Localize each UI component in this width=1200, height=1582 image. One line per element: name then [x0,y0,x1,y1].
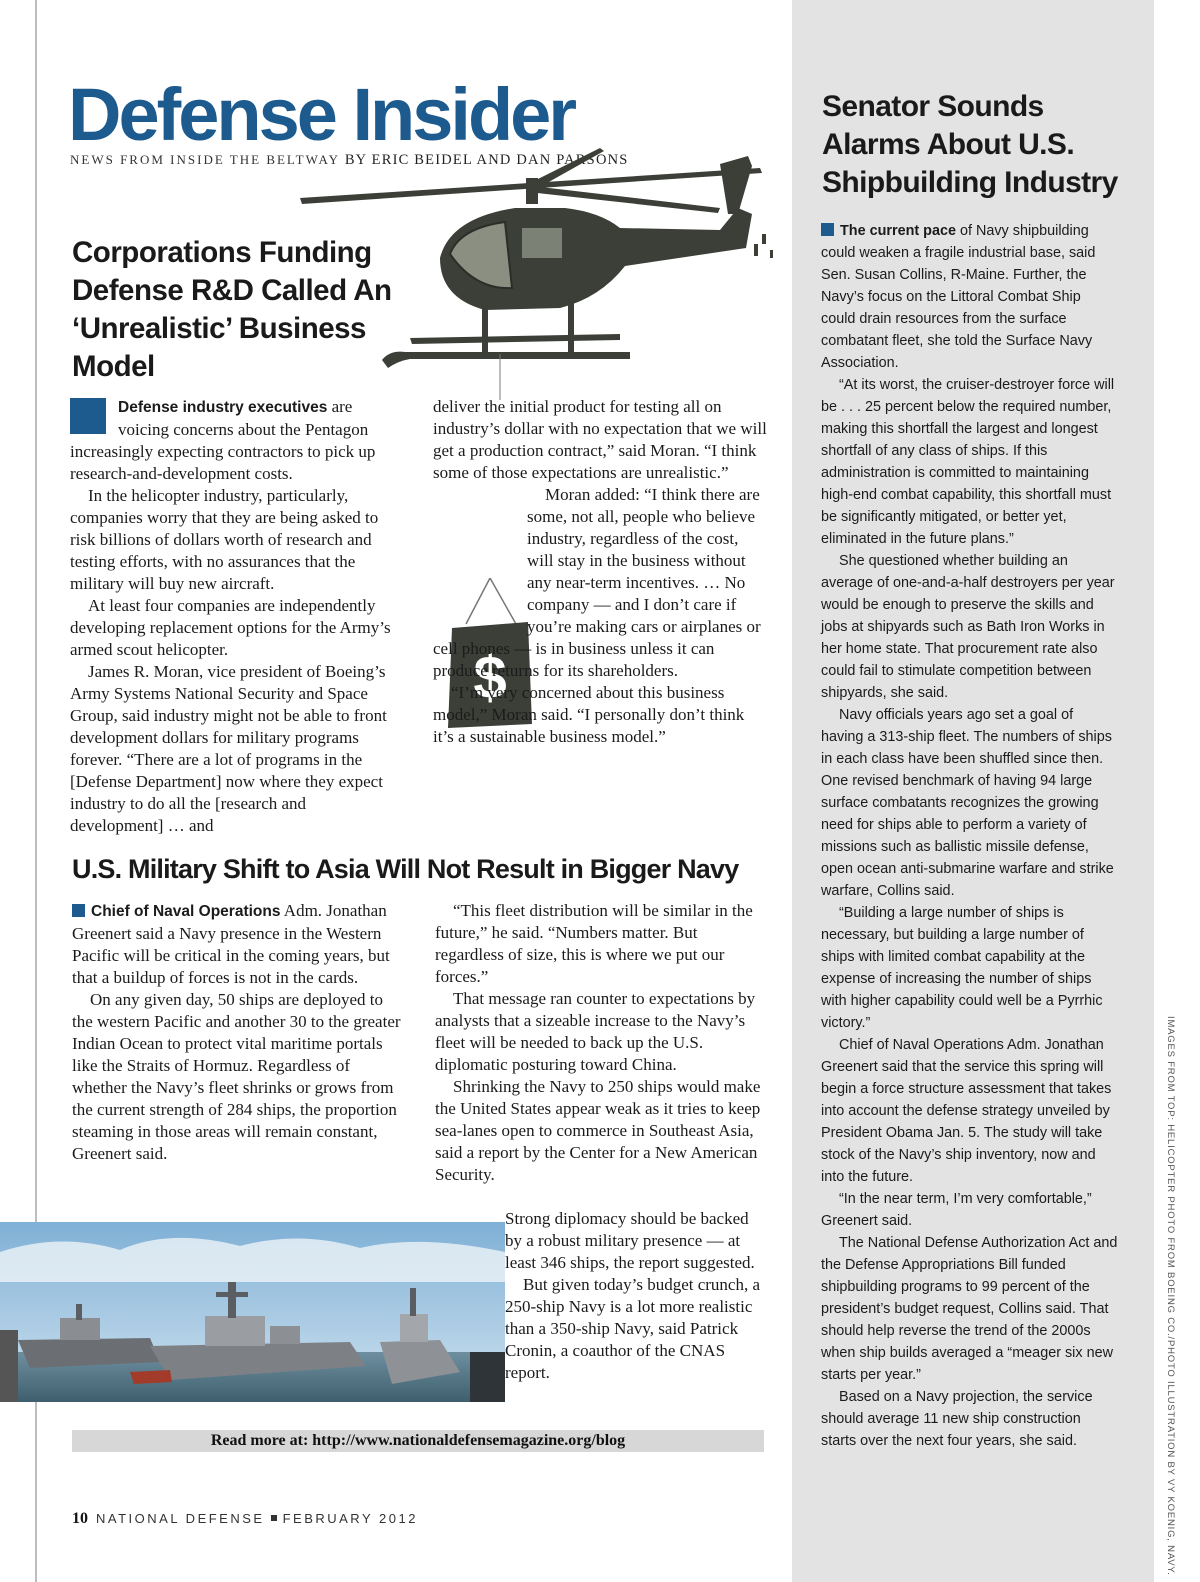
article2-paragraph: That message ran counter to expectations by analysts that a sizeable increase to the Navy’s fleet will be needed to back up the U.S. diplomatic posturing toward China. [435,989,756,1074]
sidebar-headline: Senator Sounds Alarms About U.S. Shipbuilding Industry [822,90,1118,199]
sidebar-paragraph: “Building a large number of ships is necessary, but building a large number of ships with limited combat capability at the expense of increasing the number of ships with higher capability could well be a Pyrrhic victory.” [821,905,1103,1031]
article1-paragraph: At least four companies are independently developing replacement options for the Army’s armed scout helicopter. [70,596,391,659]
sidebar-body [821,220,1119,1452]
article1-paragraph: In the helicopter industry, particularly, companies worry that they are being asked to risk billions of dollars worth of research and testing efforts, with no assurances that the military will buy new aircraft. [70,486,379,593]
article2-column-left [72,900,404,1165]
bag-wrap-spacer [433,484,527,638]
read-more-bar: Read more at: http://www.nationaldefensemagazine.org/blog [72,1430,764,1452]
article1-paragraph-wrap [433,484,768,682]
article2-paragraph: “This fleet distribution will be similar in the future,” he said. “Numbers matter. But regardless of size, this is where we put our forces.” [435,901,753,986]
sidebar-paragraph: She questioned whether building an average of one-and-a-half destroyers per year would be enough to preserve the skills and jobs at shipyards such as Bath Iron Works in her home state. That procurement rate also could fail to stimulate competition between shipyards, she said. [821,553,1115,701]
article1-column-right [433,396,768,748]
lead-square-icon [70,398,106,434]
article2-paragraph: Shrinking the Navy to 250 ships would make the United States appear weak as it tries to keep sea-lanes open to commerce in Southeast Asia, said a report by the Center for a New American Security. [435,1077,761,1184]
page-footer [72,1510,418,1528]
footer-separator-icon [271,1515,277,1521]
sidebar-paragraph: “In the near term, I’m very comfortable,” Greenert said. [821,1191,1092,1229]
sidebar-paragraph: Based on a Navy projection, the service should average 11 new ship construction starts over the next four years, she said. [821,1389,1093,1449]
sidebar-paragraph: Chief of Naval Operations Adm. Jonathan Greenert said that the service this spring will begin a force structure assessment that takes into account the defense strategy unveiled by President Obama Jan. 5. The study will take stock of the Navy’s ship inventory, now and into the future. [821,1037,1112,1185]
article2-lead: Chief of Naval Operations [91,903,281,920]
lead-square-icon [821,223,834,236]
tagline-prefix: NEWS FROM INSIDE THE BELTWAY [70,152,340,167]
sidebar-paragraph: “At its worst, the cruiser-destroyer force will be . . . 25 percent below the required number, making this shortfall the largest and longest shortfall of any class of ships. If this administration is committed to maintaining high-end combat capability, this shortfall must be significantly mitigated, or better yet, eliminated in the future plans.” [821,377,1115,547]
article1-column-left [70,396,400,837]
navy-ships-photo [0,1222,505,1402]
sidebar-paragraph: The National Defense Authorization Act and the Defense Appropriations Bill funded shipbuilding programs to 99 percent of the president’s budget request, Collins said. That should help reverse the trend of the 2000s when ship builds averaged a “meager six new starts per year.” [821,1235,1118,1383]
publication-name: NATIONAL DEFENSE [96,1511,265,1526]
article1-paragraph: “I’m very concerned about this business model,” Moran said. “I personally don’t think it’s a sustainable business model.” [433,683,745,746]
sidebar-paragraph: of Navy shipbuilding could weaken a fragile industrial base, said Sen. Susan Collins, R-Maine. Further, the Navy’s focus on the Littoral Combat Ship could drain resources from the surface combatant fleet, she told the Surface Navy Association. [821,223,1096,371]
article2-paragraph: But given today’s budget crunch, a 250-ship Navy is a lot more realistic than a 350-ship Navy, said Patrick Cronin, a coauthor of the CNAS report. [505,1275,761,1382]
dollar-sign-icon: $ [473,644,507,711]
photo-credit-text: IMAGES FROM TOP: HELICOPTER PHOTO FROM BOEING CO./PHOTO ILLUSTRATION BY VY KOENIG, NAVY. [1165,1016,1176,1576]
sidebar-lead: The current pace [840,223,956,239]
page-number: 10 [72,1510,88,1527]
article1-headline: Corporations Funding Defense R&D Called An ‘Unrealistic’ Business Model [72,236,392,383]
article1-paragraph: deliver the initial product for testing all on industry’s dollar with no expectation that we will get a production contract,” said Moran. “I think some of those expectations are unrealistic.” [433,397,767,482]
issue-date: FEBRUARY 2012 [282,1511,418,1526]
masthead-title: Defense Insider [68,73,575,156]
article2-paragraph: Adm. Jonathan Greenert said a Navy presence in the Western Pacific will be critical in the coming years, but that a buildup of forces is not in the cards. [72,901,390,987]
article1-paragraph: James R. Moran, vice president of Boeing’s Army Systems National Security and Space Group, said industry might not be able to front development dollars for military programs forever. “There are a lot of programs in the [Defense Department] now where they expect industry to do all the [research and development] … and [70,662,387,835]
article2-column-right [435,900,765,1186]
article2-headline: U.S. Military Shift to Asia Will Not Result in Bigger Navy [72,854,739,884]
article1-paragraph: are voicing concerns about the Pentagon increasingly expecting contractors to pick up research-and-development costs. [70,397,376,483]
lead-square-icon [72,904,85,917]
sidebar-paragraph: Navy officials years ago set a goal of having a 313-ship fleet. The numbers of ships in each class have been shuffled since then. One revised benchmark of having 94 large surface combatants recognizes the growing need for ships able to perform a variety of missions such as ballistic missile defense, open ocean anti-submarine warfare and strike warfare, Collins said. [821,707,1114,899]
article1-paragraph: Moran added: “I think there are some, not all, people who believe industry, regardless of the cost, will stay in the business without any near-term incentives. … No company — and I don’t care if you’re making cars or airplanes or cell phones — is in business unless it can produce returns for its shareholders. [433,485,761,680]
article2-paragraph: Strong diplomacy should be backed by a robust military presence — at least 346 ships, the report suggested. [505,1209,755,1272]
photo-credit [1160,1016,1182,1576]
article2-paragraph: On any given day, 50 ships are deployed to the western Pacific and another 30 to the greater Indian Ocean to protect vital maritime portals like the Straits of Hormuz. Regardless of whether the Navy’s fleet shrinks or grows from the current strength of 284 ships, the proportion steaming in those areas will remain constant, Greenert said. [72,990,401,1163]
article2-column-right-lower [505,1208,765,1384]
article1-lead: Defense industry executives [118,399,328,416]
tagline-byline: BY ERIC BEIDEL AND DAN PARSONS [344,152,629,168]
